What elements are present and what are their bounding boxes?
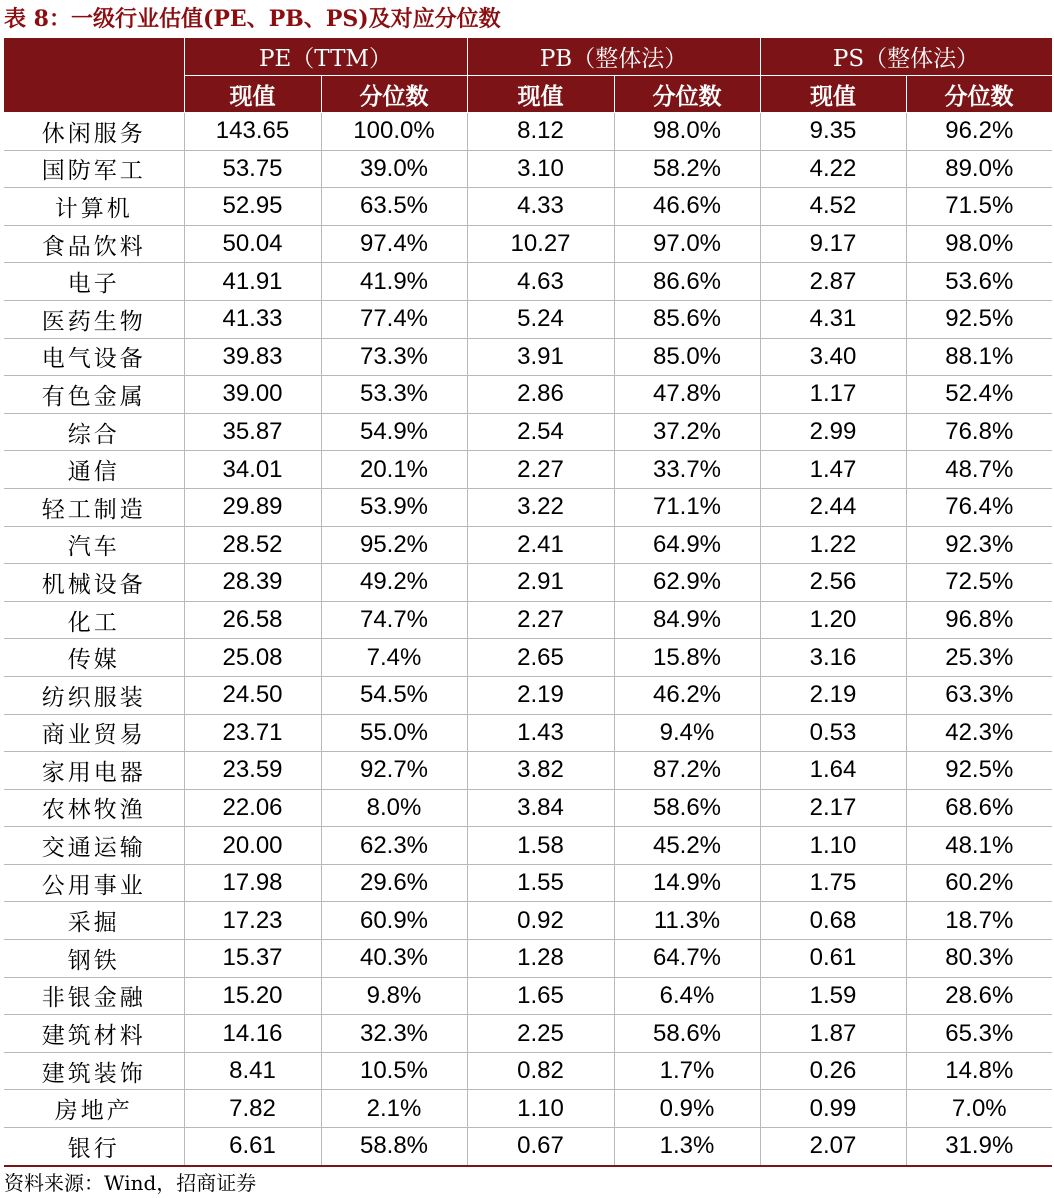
table-row — [4, 451, 1052, 489]
industry-name-cell: 汽车 — [4, 526, 184, 564]
pe-percentile-cell: 62.3% — [321, 827, 467, 865]
ps-percentile-cell: 18.7% — [906, 902, 1052, 940]
pb-current-cell: 2.19 — [467, 676, 614, 714]
pb-current-cell: 0.67 — [467, 1128, 614, 1166]
ps-percentile-cell: 14.8% — [906, 1052, 1052, 1090]
pb-percentile-cell: 11.3% — [614, 902, 760, 940]
pb-percentile-cell: 86.6% — [614, 263, 760, 301]
pe-current-cell: 17.98 — [184, 864, 321, 902]
pb-current-cell: 1.58 — [467, 827, 614, 865]
pe-percentile-cell: 77.4% — [321, 300, 467, 338]
table-row — [4, 263, 1052, 301]
pe-current-cell: 14.16 — [184, 1015, 321, 1053]
industry-name-cell: 食品饮料 — [4, 225, 184, 263]
ps-current-cell: 0.26 — [760, 1052, 906, 1090]
ps-current-cell: 2.07 — [760, 1128, 906, 1166]
ps-percentile-cell: 65.3% — [906, 1015, 1052, 1053]
pb-percentile-cell: 58.6% — [614, 789, 760, 827]
ps-current-cell: 4.22 — [760, 150, 906, 188]
table-row — [4, 338, 1052, 376]
pb-percentile-cell: 84.9% — [614, 601, 760, 639]
pe-current-cell: 26.58 — [184, 601, 321, 639]
pe-current-cell: 23.59 — [184, 752, 321, 790]
valuation-table — [4, 38, 1053, 1167]
header-ps-current: 现值 — [760, 76, 906, 113]
industry-name-cell: 建筑材料 — [4, 1015, 184, 1053]
pb-percentile-cell: 87.2% — [614, 752, 760, 790]
pe-percentile-cell: 95.2% — [321, 526, 467, 564]
pe-current-cell: 39.00 — [184, 376, 321, 414]
ps-current-cell: 4.52 — [760, 188, 906, 226]
ps-current-cell: 1.20 — [760, 601, 906, 639]
pb-percentile-cell: 47.8% — [614, 376, 760, 414]
pe-percentile-cell: 97.4% — [321, 225, 467, 263]
industry-name-cell: 商业贸易 — [4, 714, 184, 752]
ps-percentile-cell: 48.1% — [906, 827, 1052, 865]
table-row — [4, 752, 1052, 790]
pb-percentile-cell: 6.4% — [614, 977, 760, 1015]
pe-current-cell: 53.75 — [184, 150, 321, 188]
table-row — [4, 488, 1052, 526]
pe-percentile-cell: 60.9% — [321, 902, 467, 940]
ps-current-cell: 0.61 — [760, 940, 906, 978]
pb-percentile-cell: 45.2% — [614, 827, 760, 865]
pb-percentile-cell: 64.9% — [614, 526, 760, 564]
industry-name-cell: 医药生物 — [4, 300, 184, 338]
pe-current-cell: 34.01 — [184, 451, 321, 489]
pe-percentile-cell: 41.9% — [321, 263, 467, 301]
pe-percentile-cell: 29.6% — [321, 864, 467, 902]
header-pe-current: 现值 — [184, 76, 321, 113]
header-group-row — [4, 38, 1052, 76]
ps-percentile-cell: 92.3% — [906, 526, 1052, 564]
pe-current-cell: 6.61 — [184, 1128, 321, 1166]
table-row — [4, 1128, 1052, 1166]
table-row — [4, 977, 1052, 1015]
valuation-table-container — [4, 38, 1052, 1167]
ps-current-cell: 0.99 — [760, 1090, 906, 1128]
pb-current-cell: 3.82 — [467, 752, 614, 790]
industry-name-cell: 轻工制造 — [4, 488, 184, 526]
pb-percentile-cell: 85.0% — [614, 338, 760, 376]
ps-current-cell: 2.99 — [760, 413, 906, 451]
pb-current-cell: 3.91 — [467, 338, 614, 376]
pe-percentile-cell: 32.3% — [321, 1015, 467, 1053]
pe-current-cell: 25.08 — [184, 639, 321, 677]
industry-name-cell: 农林牧渔 — [4, 789, 184, 827]
pb-current-cell: 2.27 — [467, 451, 614, 489]
industry-name-cell: 纺织服装 — [4, 676, 184, 714]
header-pb-percentile: 分位数 — [614, 76, 760, 113]
ps-current-cell: 1.64 — [760, 752, 906, 790]
table-row — [4, 564, 1052, 602]
pe-current-cell: 15.37 — [184, 940, 321, 978]
pe-percentile-cell: 53.9% — [321, 488, 467, 526]
pe-percentile-cell: 9.8% — [321, 977, 467, 1015]
industry-name-cell: 家用电器 — [4, 752, 184, 790]
header-industry-blank — [4, 38, 184, 113]
table-row — [4, 864, 1052, 902]
ps-current-cell: 1.75 — [760, 864, 906, 902]
ps-current-cell: 2.87 — [760, 263, 906, 301]
pe-current-cell: 7.82 — [184, 1090, 321, 1128]
table-row — [4, 188, 1052, 226]
ps-percentile-cell: 68.6% — [906, 789, 1052, 827]
pe-percentile-cell: 100.0% — [321, 113, 467, 151]
pb-percentile-cell: 85.6% — [614, 300, 760, 338]
ps-percentile-cell: 7.0% — [906, 1090, 1052, 1128]
pb-current-cell: 2.86 — [467, 376, 614, 414]
table-row — [4, 1090, 1052, 1128]
ps-percentile-cell: 92.5% — [906, 752, 1052, 790]
pe-percentile-cell: 53.3% — [321, 376, 467, 414]
pe-current-cell: 15.20 — [184, 977, 321, 1015]
source-note: 资料来源：Wind，招商证券 — [4, 1171, 257, 1195]
pb-current-cell: 1.10 — [467, 1090, 614, 1128]
industry-name-cell: 房地产 — [4, 1090, 184, 1128]
ps-current-cell: 1.87 — [760, 1015, 906, 1053]
industry-name-cell: 综合 — [4, 413, 184, 451]
header-pb-current: 现值 — [467, 76, 614, 113]
ps-percentile-cell: 98.0% — [906, 225, 1052, 263]
pe-percentile-cell: 40.3% — [321, 940, 467, 978]
ps-current-cell: 9.17 — [760, 225, 906, 263]
pb-percentile-cell: 0.9% — [614, 1090, 760, 1128]
table-row — [4, 940, 1052, 978]
ps-percentile-cell: 48.7% — [906, 451, 1052, 489]
pe-current-cell: 50.04 — [184, 225, 321, 263]
pe-percentile-cell: 7.4% — [321, 639, 467, 677]
ps-current-cell: 1.59 — [760, 977, 906, 1015]
ps-percentile-cell: 63.3% — [906, 676, 1052, 714]
pb-percentile-cell: 9.4% — [614, 714, 760, 752]
ps-percentile-cell: 53.6% — [906, 263, 1052, 301]
ps-current-cell: 1.17 — [760, 376, 906, 414]
pb-percentile-cell: 37.2% — [614, 413, 760, 451]
pe-percentile-cell: 10.5% — [321, 1052, 467, 1090]
table-row — [4, 902, 1052, 940]
pe-percentile-cell: 55.0% — [321, 714, 467, 752]
pb-current-cell: 3.84 — [467, 789, 614, 827]
pe-percentile-cell: 49.2% — [321, 564, 467, 602]
industry-name-cell: 交通运输 — [4, 827, 184, 865]
table-row — [4, 413, 1052, 451]
industry-name-cell: 银行 — [4, 1128, 184, 1166]
ps-percentile-cell: 52.4% — [906, 376, 1052, 414]
table-row — [4, 113, 1052, 151]
industry-name-cell: 建筑装饰 — [4, 1052, 184, 1090]
table-row — [4, 789, 1052, 827]
pe-percentile-cell: 63.5% — [321, 188, 467, 226]
pe-current-cell: 39.83 — [184, 338, 321, 376]
industry-name-cell: 通信 — [4, 451, 184, 489]
industry-name-cell: 采掘 — [4, 902, 184, 940]
ps-percentile-cell: 88.1% — [906, 338, 1052, 376]
ps-current-cell: 2.17 — [760, 789, 906, 827]
pb-current-cell: 1.65 — [467, 977, 614, 1015]
ps-percentile-cell: 28.6% — [906, 977, 1052, 1015]
industry-name-cell: 电气设备 — [4, 338, 184, 376]
pb-current-cell: 3.22 — [467, 488, 614, 526]
ps-current-cell: 2.56 — [760, 564, 906, 602]
industry-name-cell: 钢铁 — [4, 940, 184, 978]
header-group-pe: PE（TTM） — [184, 38, 467, 76]
pb-percentile-cell: 1.3% — [614, 1128, 760, 1166]
pe-percentile-cell: 54.9% — [321, 413, 467, 451]
pe-percentile-cell: 58.8% — [321, 1128, 467, 1166]
ps-current-cell: 1.10 — [760, 827, 906, 865]
ps-current-cell: 2.44 — [760, 488, 906, 526]
ps-current-cell: 3.40 — [760, 338, 906, 376]
table-row — [4, 714, 1052, 752]
pe-current-cell: 52.95 — [184, 188, 321, 226]
ps-percentile-cell: 31.9% — [906, 1128, 1052, 1166]
ps-percentile-cell: 96.8% — [906, 601, 1052, 639]
ps-current-cell: 4.31 — [760, 300, 906, 338]
pe-percentile-cell: 73.3% — [321, 338, 467, 376]
ps-current-cell: 3.16 — [760, 639, 906, 677]
pb-current-cell: 3.10 — [467, 150, 614, 188]
pb-percentile-cell: 98.0% — [614, 113, 760, 151]
pe-current-cell: 23.71 — [184, 714, 321, 752]
pe-percentile-cell: 20.1% — [321, 451, 467, 489]
pb-percentile-cell: 1.7% — [614, 1052, 760, 1090]
pe-current-cell: 41.91 — [184, 263, 321, 301]
pb-current-cell: 2.65 — [467, 639, 614, 677]
header-ps-percentile: 分位数 — [906, 76, 1052, 113]
ps-percentile-cell: 76.4% — [906, 488, 1052, 526]
ps-current-cell: 0.68 — [760, 902, 906, 940]
pb-current-cell: 2.91 — [467, 564, 614, 602]
pb-current-cell: 0.82 — [467, 1052, 614, 1090]
pe-current-cell: 28.39 — [184, 564, 321, 602]
pb-percentile-cell: 71.1% — [614, 488, 760, 526]
industry-name-cell: 有色金属 — [4, 376, 184, 414]
ps-percentile-cell: 92.5% — [906, 300, 1052, 338]
pe-current-cell: 17.23 — [184, 902, 321, 940]
pe-current-cell: 143.65 — [184, 113, 321, 151]
table-row — [4, 1015, 1052, 1053]
pb-current-cell: 2.27 — [467, 601, 614, 639]
pb-current-cell: 2.25 — [467, 1015, 614, 1053]
ps-current-cell: 2.19 — [760, 676, 906, 714]
pe-current-cell: 35.87 — [184, 413, 321, 451]
pb-percentile-cell: 46.2% — [614, 676, 760, 714]
ps-current-cell: 0.53 — [760, 714, 906, 752]
table-row — [4, 639, 1052, 677]
ps-percentile-cell: 89.0% — [906, 150, 1052, 188]
table-row — [4, 225, 1052, 263]
pb-percentile-cell: 58.2% — [614, 150, 760, 188]
ps-percentile-cell: 96.2% — [906, 113, 1052, 151]
pe-current-cell: 24.50 — [184, 676, 321, 714]
pe-percentile-cell: 2.1% — [321, 1090, 467, 1128]
ps-percentile-cell: 80.3% — [906, 940, 1052, 978]
pb-percentile-cell: 15.8% — [614, 639, 760, 677]
pb-current-cell: 4.33 — [467, 188, 614, 226]
industry-name-cell: 休闲服务 — [4, 113, 184, 151]
table-row — [4, 1052, 1052, 1090]
ps-percentile-cell: 72.5% — [906, 564, 1052, 602]
pe-percentile-cell: 92.7% — [321, 752, 467, 790]
pb-percentile-cell: 62.9% — [614, 564, 760, 602]
pb-current-cell: 2.54 — [467, 413, 614, 451]
pe-current-cell: 41.33 — [184, 300, 321, 338]
pe-percentile-cell: 39.0% — [321, 150, 467, 188]
header-pe-percentile: 分位数 — [321, 76, 467, 113]
pe-percentile-cell: 54.5% — [321, 676, 467, 714]
pe-current-cell: 20.00 — [184, 827, 321, 865]
pe-current-cell: 29.89 — [184, 488, 321, 526]
pb-percentile-cell: 58.6% — [614, 1015, 760, 1053]
pe-percentile-cell: 8.0% — [321, 789, 467, 827]
pb-current-cell: 1.43 — [467, 714, 614, 752]
pe-current-cell: 22.06 — [184, 789, 321, 827]
ps-current-cell: 1.22 — [760, 526, 906, 564]
pb-current-cell: 2.41 — [467, 526, 614, 564]
industry-name-cell: 非银金融 — [4, 977, 184, 1015]
pb-current-cell: 1.28 — [467, 940, 614, 978]
table-row — [4, 376, 1052, 414]
pb-percentile-cell: 64.7% — [614, 940, 760, 978]
table-row — [4, 526, 1052, 564]
pb-current-cell: 8.12 — [467, 113, 614, 151]
ps-percentile-cell: 25.3% — [906, 639, 1052, 677]
industry-name-cell: 计算机 — [4, 188, 184, 226]
table-row — [4, 827, 1052, 865]
ps-percentile-cell: 60.2% — [906, 864, 1052, 902]
table-title: 表 8：一级行业估值(PE、PB、PS)及对应分位数 — [4, 6, 501, 32]
ps-percentile-cell: 71.5% — [906, 188, 1052, 226]
industry-name-cell: 公用事业 — [4, 864, 184, 902]
pb-percentile-cell: 46.6% — [614, 188, 760, 226]
pb-current-cell: 4.63 — [467, 263, 614, 301]
pe-current-cell: 28.52 — [184, 526, 321, 564]
ps-current-cell: 1.47 — [760, 451, 906, 489]
pe-percentile-cell: 74.7% — [321, 601, 467, 639]
table-row — [4, 300, 1052, 338]
pb-current-cell: 5.24 — [467, 300, 614, 338]
table-row — [4, 676, 1052, 714]
industry-name-cell: 国防军工 — [4, 150, 184, 188]
industry-name-cell: 电子 — [4, 263, 184, 301]
industry-name-cell: 传媒 — [4, 639, 184, 677]
ps-current-cell: 9.35 — [760, 113, 906, 151]
table-row — [4, 150, 1052, 188]
pb-percentile-cell: 97.0% — [614, 225, 760, 263]
pe-current-cell: 8.41 — [184, 1052, 321, 1090]
industry-name-cell: 机械设备 — [4, 564, 184, 602]
table-header — [4, 38, 1052, 113]
pb-current-cell: 0.92 — [467, 902, 614, 940]
ps-percentile-cell: 76.8% — [906, 413, 1052, 451]
table-row — [4, 601, 1052, 639]
pb-percentile-cell: 14.9% — [614, 864, 760, 902]
pb-percentile-cell: 33.7% — [614, 451, 760, 489]
header-group-pb: PB（整体法） — [467, 38, 760, 76]
header-group-ps: PS（整体法） — [760, 38, 1052, 76]
ps-percentile-cell: 42.3% — [906, 714, 1052, 752]
industry-name-cell: 化工 — [4, 601, 184, 639]
pb-current-cell: 1.55 — [467, 864, 614, 902]
pb-current-cell: 10.27 — [467, 225, 614, 263]
table-body — [4, 113, 1052, 1166]
